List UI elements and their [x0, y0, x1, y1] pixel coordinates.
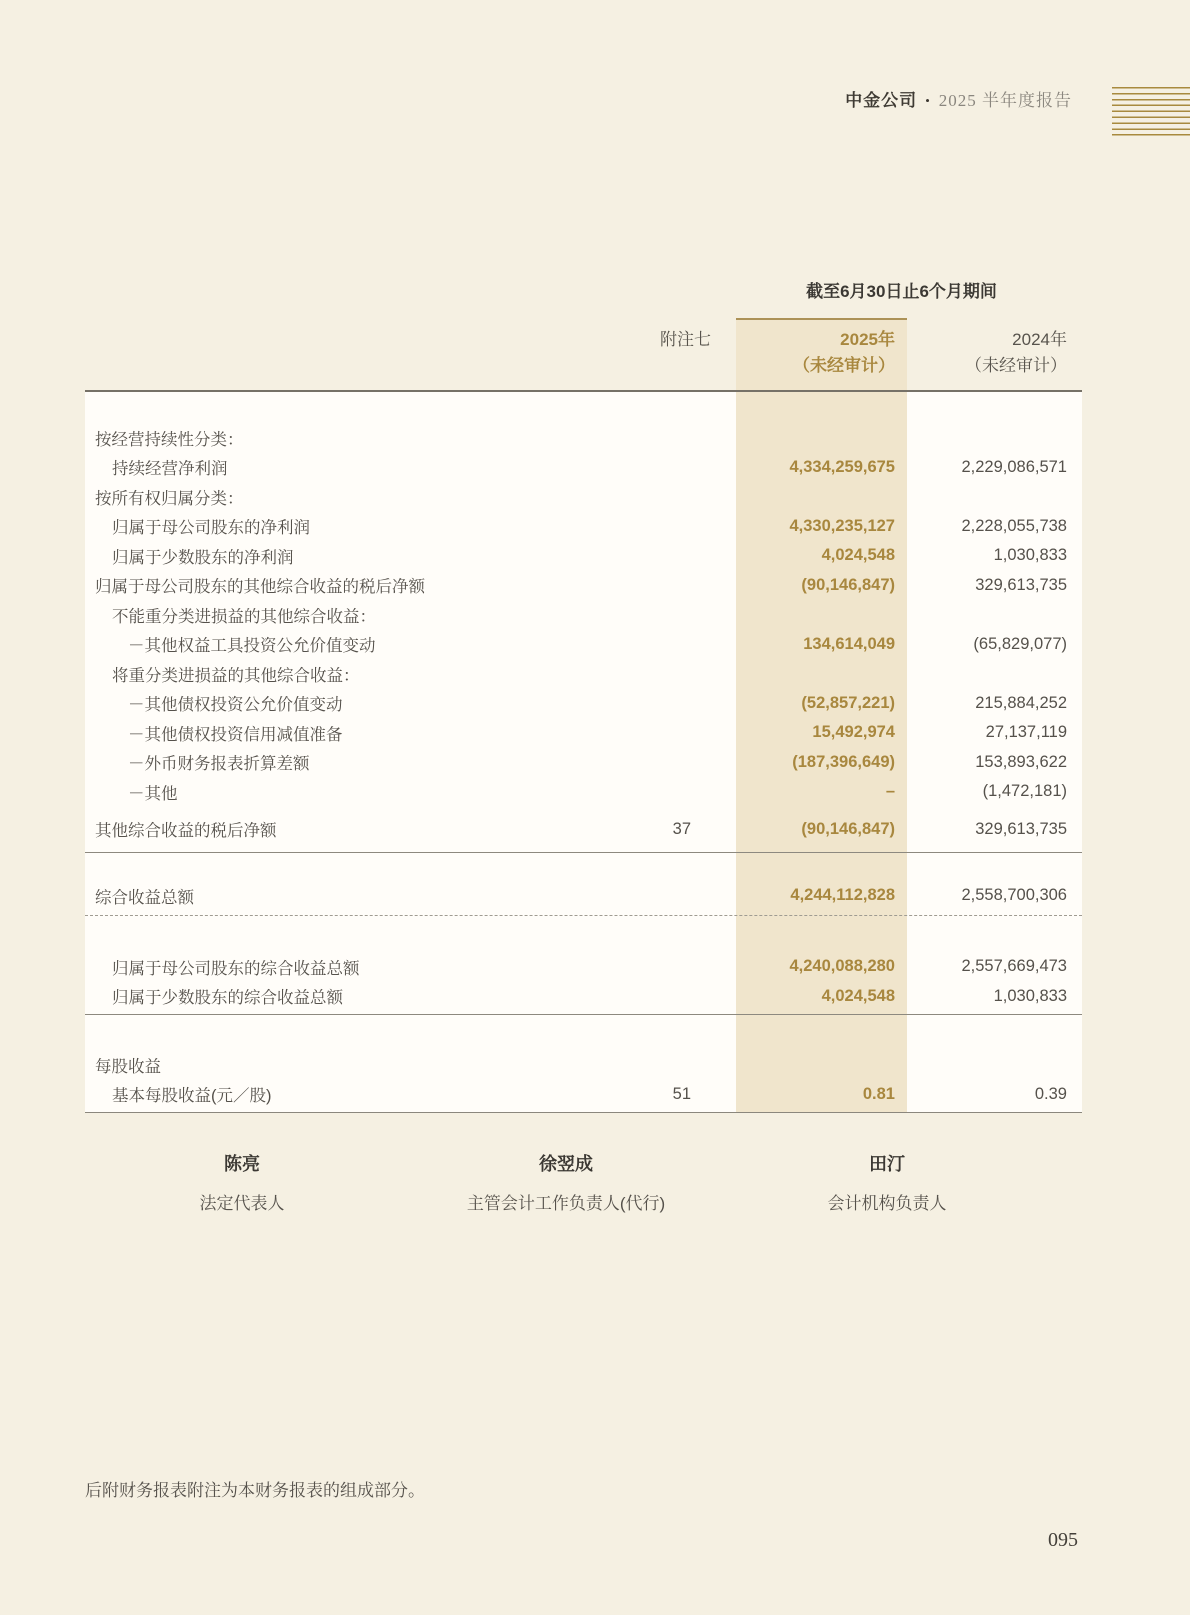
row-value-2025: (90,146,847): [801, 575, 895, 594]
row-value-2024: 27,137,119: [985, 723, 1067, 742]
table-row: [85, 541, 1082, 571]
table-row: [85, 815, 1082, 845]
table-row: [85, 777, 1082, 807]
row-value-2025: 134,614,049: [803, 634, 895, 653]
table-row: [85, 1080, 1082, 1110]
signatory-role: 会计机构负责人: [827, 1194, 947, 1213]
column-headers: [85, 324, 1082, 376]
table-row: [85, 600, 1082, 630]
company-name: 中金公司: [845, 91, 918, 110]
table-row: [85, 1050, 1082, 1080]
row-value-2025: (187,396,649): [792, 752, 895, 771]
row-label: 持续经营净利润: [112, 460, 228, 479]
row-value-2025: (90,146,847): [801, 819, 895, 838]
row-value-2024: 0.39: [1034, 1084, 1067, 1103]
signatory-name: 田汀: [869, 1154, 905, 1174]
row-label: －外币财务报表折算差额: [128, 755, 310, 774]
row-value-2025: 0.81: [862, 1084, 895, 1103]
signatory-accounting-head: [396, 1150, 736, 1214]
table-section: [85, 390, 1082, 852]
row-label: 综合收益总额: [95, 888, 194, 907]
signatory-name: 徐翌成: [539, 1154, 593, 1174]
row-value-2024: 329,613,735: [975, 819, 1067, 838]
row-label: 按经营持续性分类：: [95, 430, 244, 449]
row-value-2024: 1,030,833: [993, 546, 1067, 565]
year-2025-header: 2025年: [840, 329, 895, 349]
table-section: [85, 915, 1082, 1014]
table-row: [85, 423, 1082, 453]
signatory-role: 主管会计工作负责人(代行): [466, 1194, 666, 1213]
table-section: [85, 1014, 1082, 1113]
row-label: －其他: [128, 784, 178, 803]
table-row: [85, 571, 1082, 601]
row-value-2025: (52,857,221): [801, 693, 895, 712]
row-label: 其他综合收益的税后净额: [95, 822, 277, 841]
separator-dot: •: [925, 93, 931, 108]
row-label: 归属于母公司股东的综合收益总额: [112, 959, 360, 978]
signatory-name: 陈亮: [224, 1154, 260, 1174]
row-label: －其他权益工具投资公允价值变动: [128, 637, 376, 656]
row-value-2025: 4,024,548: [821, 986, 895, 1005]
row-label: －其他债权投资公允价值变动: [128, 696, 343, 715]
table-row: [85, 630, 1082, 660]
page-number: 095: [1048, 1529, 1078, 1551]
row-value-2024: 1,030,833: [993, 986, 1067, 1005]
signatory-legal-representative: [72, 1150, 412, 1214]
table-row: [85, 718, 1082, 748]
row-label: 归属于少数股东的综合收益总额: [112, 989, 343, 1008]
column-header-row-year: [85, 324, 1082, 350]
signatory-accounting-dept-head: [717, 1150, 1057, 1214]
row-label: 归属于少数股东的净利润: [112, 548, 294, 567]
table-row: [85, 453, 1082, 483]
table-row: [85, 659, 1082, 689]
unaudited-2025-label: （未经审计）: [793, 355, 895, 375]
row-label: 将重分类进损益的其他综合收益：: [112, 666, 360, 685]
table-row: [85, 881, 1082, 911]
row-value-2024: (1,472,181): [982, 782, 1067, 801]
table-row: [85, 748, 1082, 778]
row-value-2024: 215,884,252: [975, 693, 1067, 712]
table-row: [85, 482, 1082, 512]
row-label: 按所有权归属分类：: [95, 489, 244, 508]
row-value-2024: (65,829,077): [973, 634, 1067, 653]
row-label: 基本每股收益(元／股): [112, 1087, 272, 1106]
row-value-2025: 4,024,548: [821, 546, 895, 565]
table-row: [85, 689, 1082, 719]
row-value-2024: 153,893,622: [975, 752, 1067, 771]
row-value-2025: 4,244,112,828: [790, 886, 895, 905]
row-label: 归属于母公司股东的净利润: [112, 519, 310, 538]
row-value-2024: 2,558,700,306: [961, 886, 1067, 905]
table-section: [85, 852, 1082, 915]
year-2024-header: 2024年: [1012, 329, 1067, 349]
signatory-role: 法定代表人: [199, 1194, 285, 1213]
row-value-2025: –: [885, 782, 895, 801]
row-value-2025: 4,334,259,675: [789, 457, 895, 476]
row-value-2025: 4,240,088,280: [789, 957, 895, 976]
running-header: [845, 86, 1072, 111]
row-note: 51: [672, 1084, 691, 1103]
table-body: [85, 390, 1082, 1113]
financial-statement-footnote: 后附财务报表附注为本财务报表的组成部分。: [85, 1481, 425, 1500]
table-row: [85, 512, 1082, 542]
row-value-2024: 329,613,735: [975, 575, 1067, 594]
table-row: [85, 982, 1082, 1012]
row-note: 37: [672, 819, 691, 838]
report-title: 2025 半年度报告: [938, 91, 1072, 110]
row-label: －其他债权投资信用减值准备: [128, 725, 343, 744]
row-label: 不能重分类进损益的其他综合收益：: [112, 607, 376, 626]
row-value-2024: 2,229,086,571: [961, 457, 1067, 476]
table-row: [85, 952, 1082, 982]
period-header: 截至6月30日止6个月期间: [806, 282, 997, 301]
stripe-logo-icon: [1112, 87, 1190, 136]
row-value-2025: 4,330,235,127: [789, 516, 895, 535]
unaudited-2024-label: （未经审计）: [965, 355, 1067, 375]
column-header-row-audit: [85, 350, 1082, 376]
row-label: 归属于母公司股东的其他综合收益的税后净额: [95, 578, 425, 597]
income-statement-table: [85, 270, 1082, 1120]
row-label: 每股收益: [95, 1057, 161, 1076]
row-value-2024: 2,228,055,738: [961, 516, 1067, 535]
row-value-2024: 2,557,669,473: [961, 957, 1067, 976]
note-column-header: 附注七: [660, 329, 711, 349]
row-value-2025: 15,492,974: [812, 723, 895, 742]
